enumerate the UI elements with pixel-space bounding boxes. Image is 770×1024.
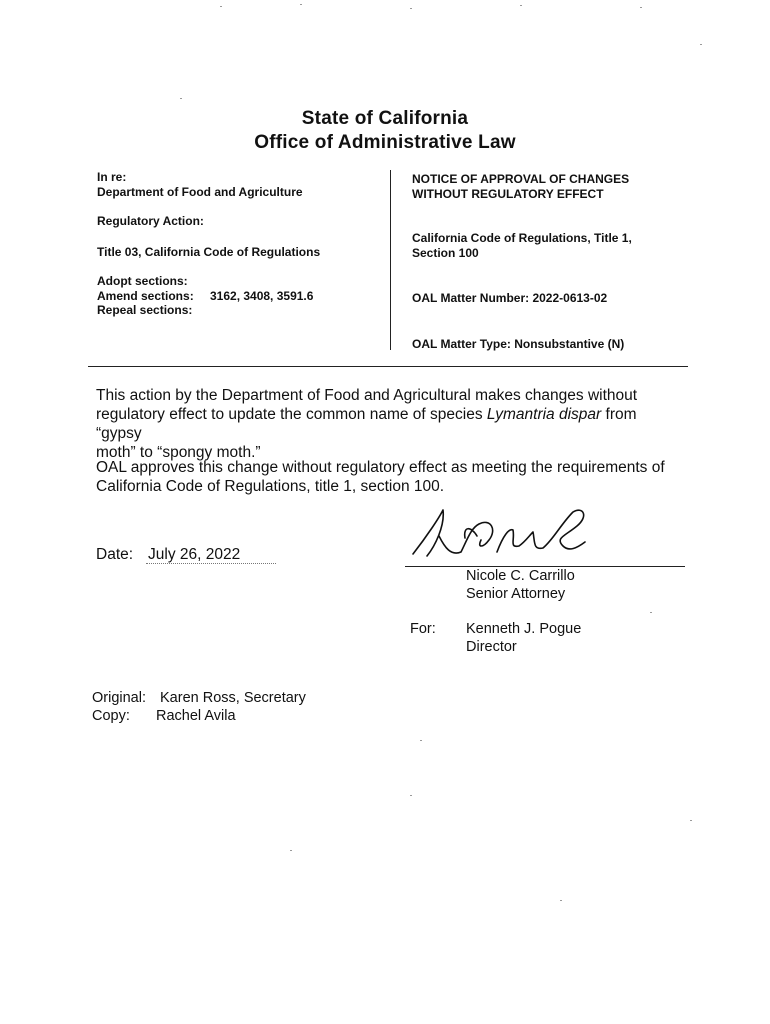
notice-title-line1: NOTICE OF APPROVAL OF CHANGES [412,172,630,186]
horizontal-divider [88,366,688,367]
page-title-office: Office of Administrative Law [254,132,516,153]
signer-name: Nicole C. Carrillo [466,568,575,584]
original-value: Karen Ross, Secretary [160,690,306,706]
date-underline [146,563,276,564]
paragraph-action-line1: This action by the Department of Food and Agricultural makes changes without [96,387,638,404]
paragraph-approval [96,458,671,496]
notice-title-line2: WITHOUT REGULATORY EFFECT [412,187,604,201]
oal-matter-type: OAL Matter Type: Nonsubstantive (N) [412,337,625,351]
regulatory-action-label: Regulatory Action: [97,214,204,228]
date-value: July 26, 2022 [148,546,241,563]
date-label: Date: [96,546,134,563]
title-line: Title 03, California Code of Regulations [97,245,321,259]
paragraph-approval-line1: OAL approves this change without regulatory effect as meeting the requirements of [96,459,665,476]
original-label: Original: [92,690,146,706]
paragraph-approval-line2: California Code of Regulations, title 1, section 100. [96,478,445,495]
for-title: Director [466,639,517,655]
page-title-state: State of California [301,108,469,129]
copy-value: Rachel Avila [156,708,236,724]
amend-sections-value: 3162, 3408, 3591.6 [210,289,314,303]
signer-title: Senior Attorney [466,586,566,602]
paragraph-action-line3: moth” to “spongy moth.” [96,444,261,461]
ccr-line2: Section 100 [412,246,479,260]
paragraph-action [96,386,671,462]
species-name: Lymantria dispar [486,406,602,423]
oal-matter-number: OAL Matter Number: 2022-0613-02 [412,291,608,305]
copy-label: Copy: [92,708,130,724]
ccr-line1: California Code of Regulations, Title 1, [412,231,632,245]
adopt-sections-label: Adopt sections: [97,274,188,288]
amend-sections-label: Amend sections: [97,289,194,303]
for-name: Kenneth J. Pogue [466,621,582,637]
repeal-sections-label: Repeal sections: [97,303,193,317]
vertical-divider [390,170,391,350]
for-label: For: [410,621,436,637]
paragraph-action-line2: regulatory effect to update the common name of species Lymantria dispar from “gypsy [96,406,637,442]
in-re-label: In re: [97,170,127,184]
department-name: Department of Food and Agriculture [97,185,303,199]
handwritten-signature [405,496,605,568]
